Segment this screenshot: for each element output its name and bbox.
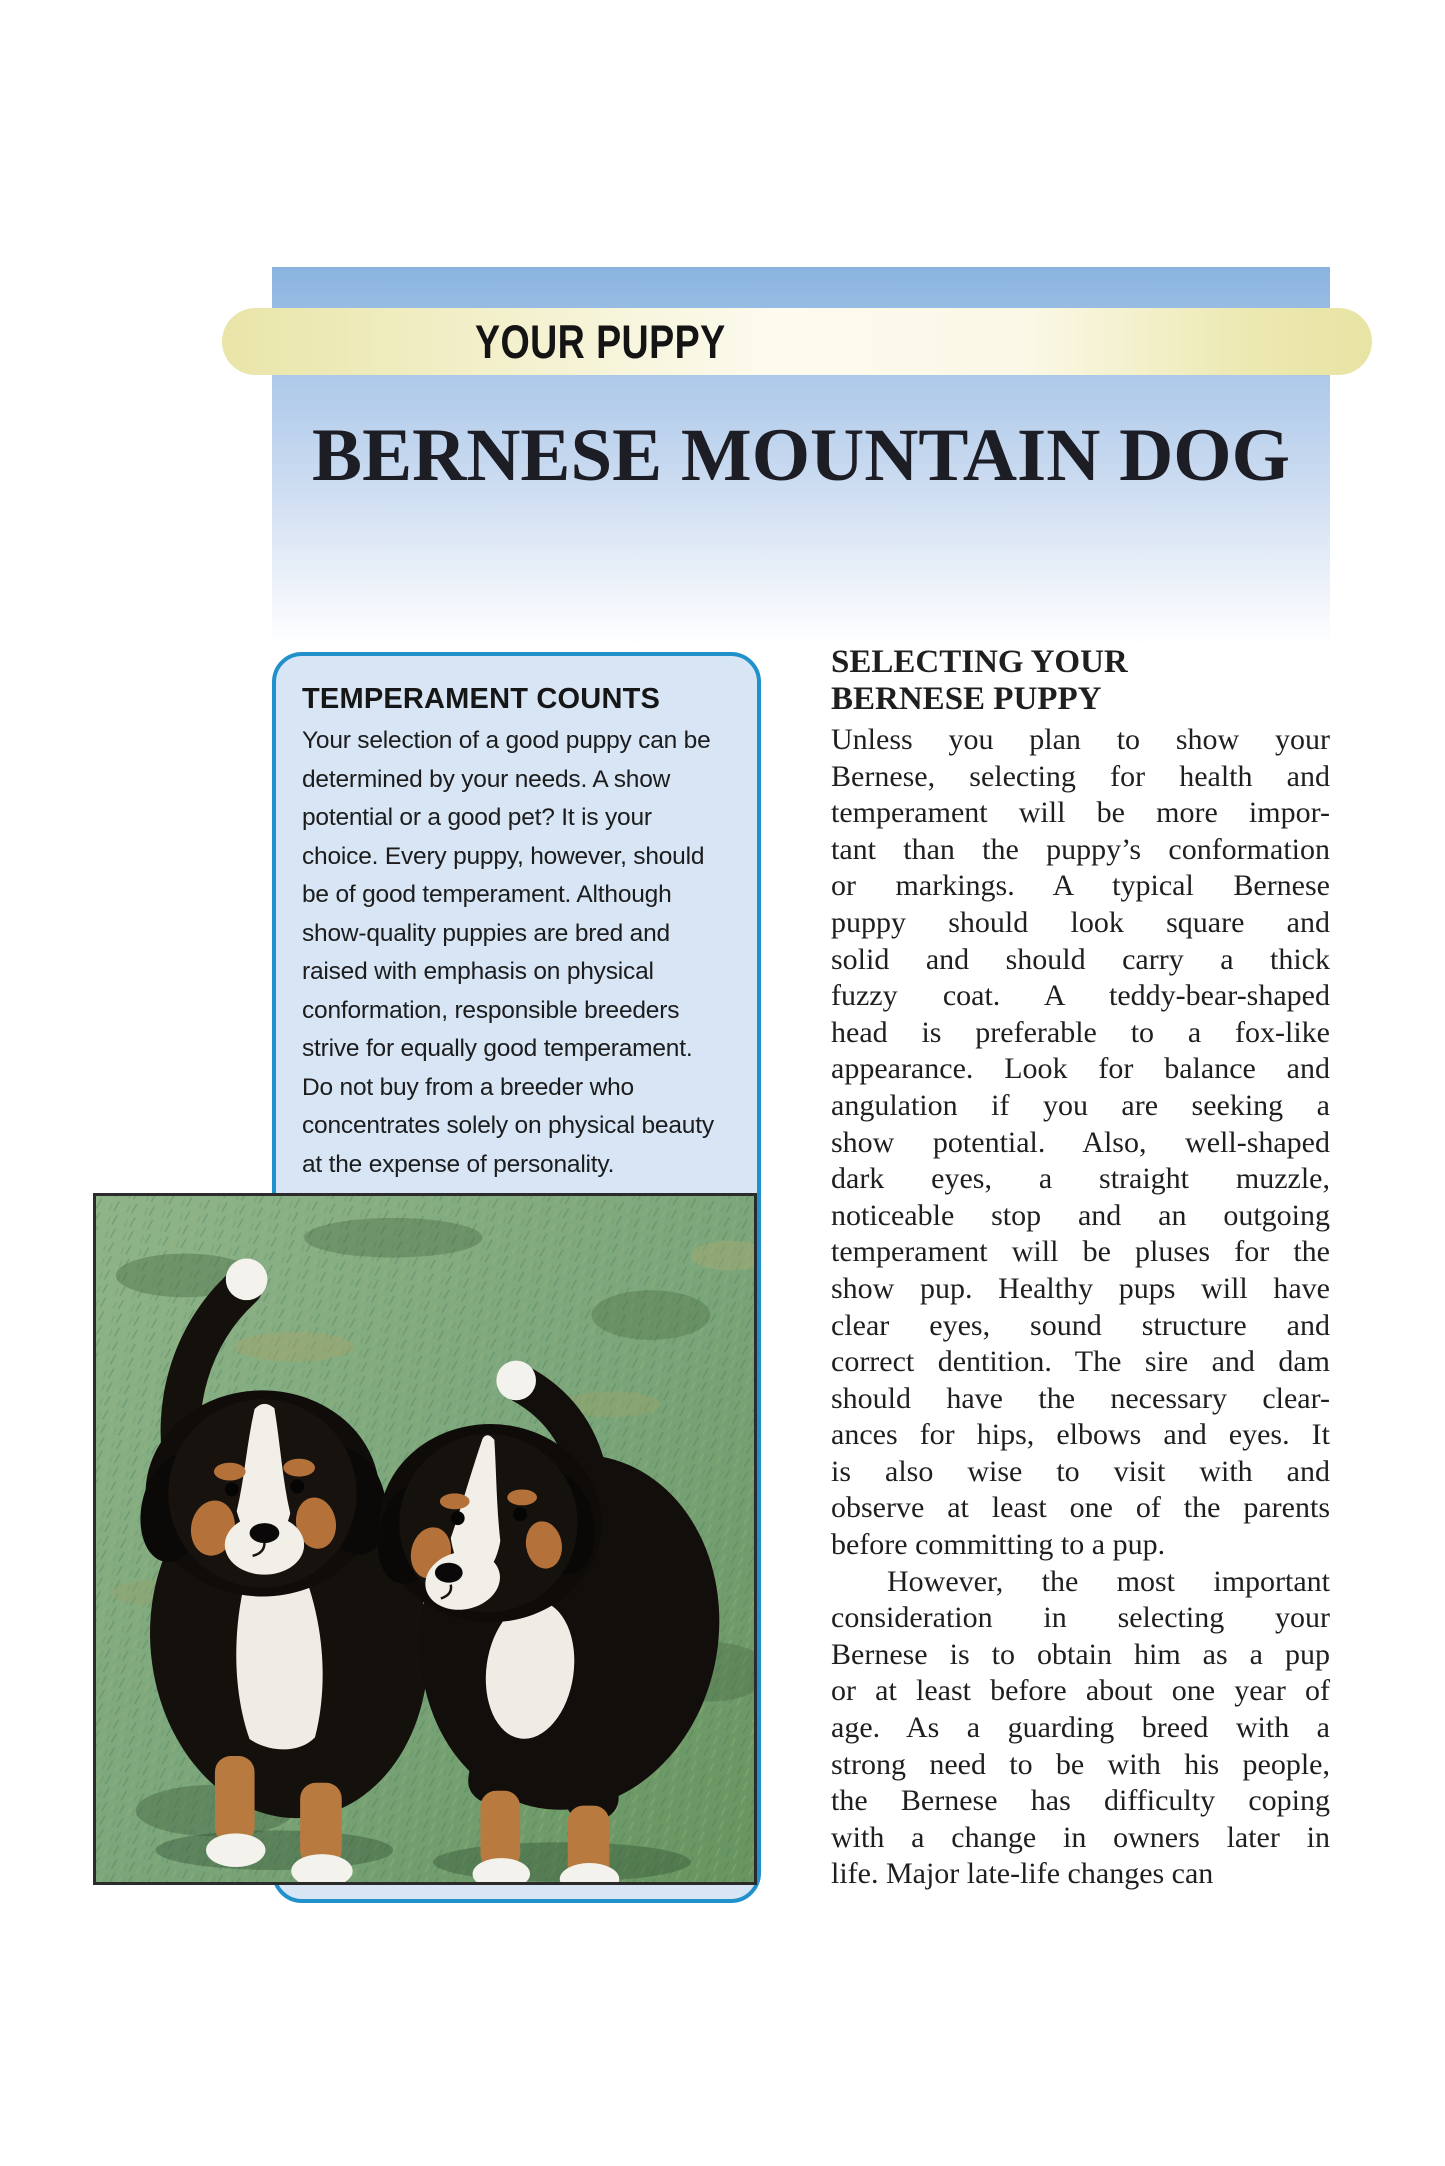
temperament-body-line: at the expense of personality.	[302, 1150, 615, 1178]
temperament-box-content	[276, 656, 757, 1184]
puppies-photo	[93, 1193, 757, 1885]
right-puppy-eye	[451, 1511, 465, 1525]
right-puppy-eye	[513, 1507, 527, 1521]
article-text-line: However, the most important	[887, 1564, 1330, 1598]
article-text-line: before committing to a pup.	[831, 1528, 1166, 1562]
temperament-body	[302, 722, 737, 1184]
article-text-line: strong need to be with his people,	[831, 1747, 1330, 1781]
article-text-line: ances for hips, elbows and eyes. It	[831, 1418, 1330, 1452]
temperament-body-line: raised with emphasis on physical	[302, 958, 654, 985]
article-heading	[831, 644, 1330, 718]
temperament-body-line: be of good temperament. Although	[302, 881, 672, 908]
article-text-line: clear eyes, sound structure and	[831, 1308, 1330, 1342]
article-text-line: show pup. Healthy pups will have	[831, 1271, 1330, 1305]
article-column	[831, 644, 1330, 1893]
article-text-line: head is preferable to a fox-like	[831, 1015, 1330, 1049]
temperament-body-line: Your selection of a good puppy can be	[302, 727, 711, 754]
article-text-line: tant than the puppy’s conformation	[831, 832, 1330, 866]
temperament-body-line: conformation, responsible breeders	[302, 996, 680, 1024]
article-paragraph-1	[831, 722, 1330, 1564]
page-title: BERNESE MOUNTAIN DOG	[312, 414, 1290, 497]
article-text-line: temperament will be pluses for the	[831, 1235, 1330, 1269]
article-text-line: Bernese, selecting for health and	[831, 759, 1330, 793]
kicker-banner	[222, 308, 1372, 375]
temperament-body-line: strive for equally good temperament.	[302, 1035, 693, 1062]
article-text-line: angulation if you are seeking a	[831, 1088, 1330, 1122]
temperament-body-line: choice. Every puppy, however, should	[302, 842, 705, 870]
right-puppy-tail-tip	[496, 1361, 536, 1401]
article-text-line: observe at least one of the parents	[831, 1491, 1330, 1525]
article-text-line: with a change in owners later in	[831, 1820, 1330, 1854]
temperament-body-line: show-quality puppies are bred and	[302, 919, 670, 947]
article-text-line: solid and should carry a thick	[831, 942, 1330, 976]
left-puppy-nose	[250, 1523, 280, 1543]
article-text-line: show potential. Also, well-shaped	[831, 1125, 1330, 1159]
article-heading-line: SELECTING YOUR	[831, 644, 1128, 680]
article-text-line: the Bernese has difficulty coping	[831, 1784, 1330, 1818]
article-heading-line: BERNESE PUPPY	[831, 681, 1102, 717]
right-puppy-nose	[435, 1563, 463, 1583]
article-text-line: correct dentition. The sire and dam	[831, 1345, 1330, 1379]
article-text-line: is also wise to visit with and	[831, 1454, 1330, 1488]
article-text-line: age. As a guarding breed with a	[831, 1711, 1330, 1745]
article-text-line: or markings. A typical Bernese	[831, 869, 1330, 903]
article-text-line: appearance. Look for balance and	[831, 1052, 1330, 1086]
article-text-line: or at least before about one year of	[831, 1674, 1330, 1708]
temperament-body-line: concentrates solely on physical beauty	[302, 1112, 714, 1139]
puppies-photo-illustration	[96, 1196, 754, 1882]
left-puppy-eye	[290, 1480, 304, 1494]
article-text-line: Bernese is to obtain him as a pup	[831, 1637, 1330, 1671]
kicker-label: YOUR PUPPY	[475, 315, 726, 368]
header-panel	[272, 267, 1330, 645]
article-text-line: life. Major late-life changes can	[831, 1857, 1214, 1891]
article-text-line: should have the necessary clear-	[831, 1381, 1330, 1415]
article-paragraph-2	[831, 1564, 1330, 1893]
temperament-body-line: Do not buy from a breeder who	[302, 1073, 634, 1101]
article-text-line: noticeable stop and an outgoing	[831, 1198, 1330, 1232]
article-text-line: Unless you plan to show your	[831, 723, 1330, 756]
article-text-line: consideration in selecting your	[831, 1601, 1330, 1635]
article-text-line: temperament will be more impor-	[831, 796, 1330, 830]
left-puppy-tail-tip	[226, 1259, 268, 1301]
article-text-line: fuzzy coat. A teddy-bear-shaped	[831, 979, 1330, 1013]
temperament-heading: TEMPERAMENT COUNTS	[302, 683, 661, 715]
article-text-line: dark eyes, a straight muzzle,	[831, 1162, 1330, 1196]
temperament-body-line: determined by your needs. A show	[302, 765, 671, 793]
left-puppy-eye	[225, 1483, 239, 1497]
article-text-line: puppy should look square and	[831, 905, 1330, 939]
temperament-body-line: potential or a good pet? It is your	[302, 804, 652, 831]
